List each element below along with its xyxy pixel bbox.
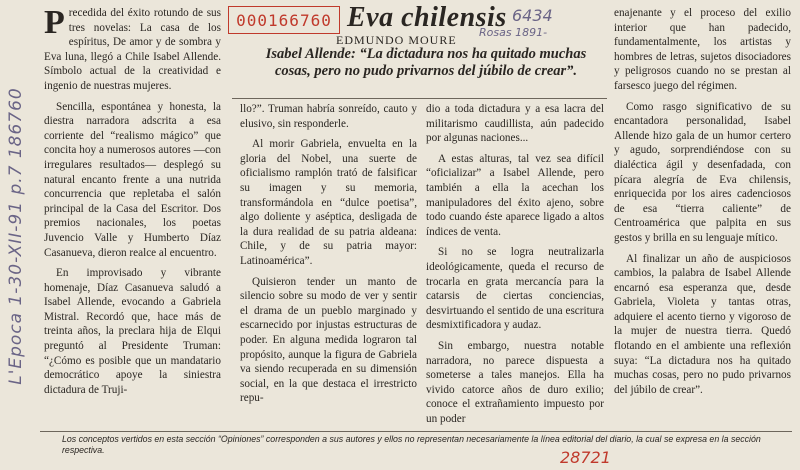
handwritten-page-number: 28721 <box>560 448 611 467</box>
paragraph: Si no se logra neutralizarla ideológicamente, queda el recurso de trocarla en grata mercancía para la catarsis de ciertas conciencias, desvirtuando el sentido de una escritura desmixtificadora y audaz. <box>426 246 604 332</box>
paragraph-text: recedida del éxito rotundo de sus tres novelas: La casa de los espíritus, De amor y de sombra y Eva luna, llegó a Chile Isabel Allende. Símbolo actual de la creatividad e ingenio de nuestras mujeres. <box>44 7 221 92</box>
paragraph: dio a toda dictadura y a esa lacra del militarismo caudillista, aún padecido por algunas naciones... <box>426 103 604 145</box>
article-subtitle: Isabel Allende: “La dictadura nos ha quitado muchas cosas, pero no pudo privarnos del júbilo de crear”. <box>265 46 587 79</box>
margin-note-text: L'Epoca 1-30-XII-91 p.7 186760 <box>6 86 26 385</box>
drop-cap: P <box>44 4 65 41</box>
paragraph: Quisieron tender un manto de silencio sobre su modo de ver y sentir el drama de un pueblo marginado y escarnecido por injustas estructuras de poder. En alguna medida lograron tal propósito, aunque la figura de Gabriela va siendo recuperada en su dimensión social, en la que destaca el irrestricto repu- <box>240 275 417 405</box>
paragraph <box>44 6 221 94</box>
paragraph: Sin embargo, nuestra notable narradora, no parece dispuesta a someterse a tales manejos. Ella ha vivido catorce años de duro exilio; conoce el extrañamiento impuesto por un poder <box>426 339 604 425</box>
column-1 <box>44 6 221 403</box>
paragraph: Sencilla, espontánea y honesta, la diestra narradora adscrita a esa corriente del “realismo mágico” que concita hoy a numerosos autores —con irregulares resultados— desplegó su natural encanto frente a una nutrida concurrencia que repletaba el salón principal de la Casa del Escritor. Dos premios nacionales, los poetas Juvencio Valle y Humberto Díaz Casanueva, dieron realce al encuentro. <box>44 100 221 259</box>
archive-stamp <box>228 6 340 34</box>
paragraph: Al morir Gabriela, envuelta en la gloria del Nobel, una suerte de oficialismo ramplón trató de falsificar su imagen y su memoria, transformándola en “dulce poetisa”, algo doliente y aséptica, desligada de la dura realidad de su patria aldeana: Chile, y de su patria mayor: Latinoamérica”. <box>240 138 417 267</box>
paragraph: Como rasgo significativo de su encantadora personalidad, Isabel Allende hizo gala de un humor certero y agudo, sorprendiéndose con su dialéctica ágil y desenfadada, con pícara alegría de Eva chilensis, enriquecida por los aires cadenciosos de esa “tierra caliente” de Centroamérica que palpita en sus gestos y brilla en su lenguaje mítico. <box>614 100 791 244</box>
divider <box>232 98 607 99</box>
handwritten-note: 6434 <box>512 6 553 25</box>
handwritten-margin-note <box>2 8 30 463</box>
footer-divider <box>40 431 792 432</box>
column-2 <box>240 102 417 412</box>
paragraph: llo?”. Truman habría sonreído, cauto y elusivo, sin responderle. <box>240 103 417 130</box>
stamp-number: 000166760 <box>236 10 332 30</box>
handwritten-note-2: Rosas 1891- <box>479 26 548 39</box>
paragraph: A estas alturas, tal vez sea difícil “oficializar” a Isabel Allende, pero también a ella la acechan los manipuladores del éxito ajeno, sobre todo cuando éste aparece ligado a altos índices de venta. <box>426 152 604 238</box>
author-byline: EDMUNDO MOURE <box>336 33 457 47</box>
article-title: Eva chilensis <box>347 2 507 33</box>
paragraph: Al finalizar un año de auspiciosos cambios, la palabra de Isabel Allende encarnó esa esperanza que, desde Gabriela, Violeta y tantas otras, adquiere el acento tierno y vigoroso de la mujer de nuestra tierra. Quedó flotando en el ambiente una reflexión suya: “La dictadura nos ha quitado muchas cosas, pero no pudo privarnos del júbilo de crear”. <box>614 252 791 396</box>
column-3 <box>426 102 604 432</box>
paragraph: enajenante y el proceso del exilio interior que han padecido, fundamentalmente, los artistas y hombres de letras, sujetos disociadores y peligrosos cuando no se prestan al farsesco juego del régimen. <box>614 7 791 92</box>
paragraph: En improvisado y vibrante homenaje, Díaz Casanueva saludó a Isabel Allende, evocando a Gabriela Mistral. Recordó que, hace más de treinta años, la preclara hija de Elqui preguntó al Presidente Truman: “¿Cómo es posible que un mandatario democrático apoye la siniestra dictadura de Truji- <box>44 267 221 396</box>
column-4 <box>614 6 791 403</box>
disclaimer-text: Los conceptos vertidos en esta sección “Opiniones” corresponden a sus autores y ellos no representan necesariamente la línea editorial del diario, la cual se expresa en la sección respectiva. <box>62 434 761 455</box>
